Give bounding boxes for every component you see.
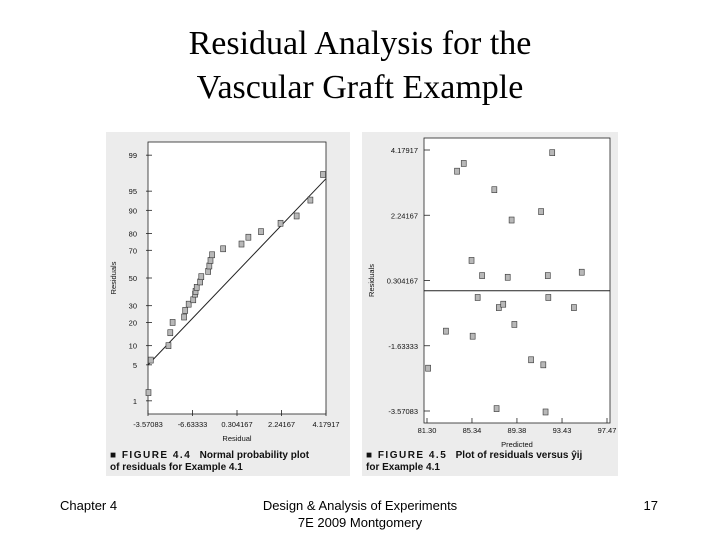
x-axis-label: Predicted bbox=[501, 440, 533, 449]
y-tick-label: 2.24167 bbox=[390, 211, 418, 221]
data-point bbox=[210, 252, 215, 258]
data-point bbox=[455, 168, 460, 174]
data-point bbox=[191, 297, 196, 303]
y-tick-label: 80 bbox=[128, 229, 137, 239]
data-point bbox=[546, 294, 551, 300]
x-tick-label: 4.17917 bbox=[312, 420, 340, 429]
slide-title-line1: Residual Analysis for the bbox=[188, 25, 532, 62]
y-tick-label: 0.304167 bbox=[386, 276, 418, 286]
slide-title-line2: Vascular Graft Example bbox=[196, 69, 524, 106]
data-point bbox=[146, 390, 151, 396]
data-point bbox=[259, 229, 264, 235]
y-axis-label: Residuals bbox=[367, 264, 376, 297]
left-caption-line2: of residuals for Example 4.1 bbox=[110, 462, 243, 473]
x-tick-label: 89.38 bbox=[507, 426, 527, 435]
data-point bbox=[541, 362, 546, 368]
data-point bbox=[579, 269, 584, 275]
footer-book-line1: Design & Analysis of Experiments bbox=[262, 498, 458, 513]
data-point bbox=[170, 319, 175, 325]
right-caption-line2: for Example 4.1 bbox=[366, 462, 440, 473]
data-point bbox=[207, 263, 212, 269]
y-tick-label: 20 bbox=[128, 318, 137, 328]
y-tick-label: -1.63333 bbox=[388, 341, 418, 351]
y-tick-label: 99 bbox=[128, 151, 137, 161]
y-tick-label: 70 bbox=[128, 246, 137, 256]
data-point bbox=[186, 301, 191, 307]
data-point bbox=[443, 328, 448, 334]
plot-frame bbox=[424, 138, 610, 423]
data-point bbox=[469, 257, 474, 263]
left-caption-text: Normal probability plot bbox=[199, 450, 310, 461]
x-axis-label: Residual bbox=[222, 434, 252, 443]
data-point bbox=[308, 197, 313, 203]
data-point bbox=[278, 220, 283, 226]
y-tick-label: 1 bbox=[132, 396, 137, 406]
data-point bbox=[182, 314, 187, 320]
data-point bbox=[148, 357, 153, 363]
y-tick-label: 50 bbox=[128, 274, 137, 283]
y-tick-label: 30 bbox=[128, 301, 137, 311]
data-point bbox=[183, 307, 188, 313]
data-point bbox=[475, 294, 480, 300]
data-point bbox=[550, 150, 555, 156]
x-tick-label: 81.30 bbox=[417, 426, 437, 435]
data-point bbox=[239, 241, 244, 247]
data-point bbox=[480, 273, 485, 279]
left-caption bbox=[110, 450, 309, 474]
x-tick-label: 2.24167 bbox=[267, 420, 296, 429]
data-point bbox=[199, 274, 204, 280]
normal-probability-plot-panel bbox=[106, 132, 350, 476]
x-tick-label: 93.43 bbox=[552, 426, 572, 435]
residuals-vs-predicted-panel bbox=[362, 132, 618, 476]
data-point bbox=[494, 406, 499, 412]
x-tick-label: -6.63333 bbox=[177, 420, 208, 429]
footer-book-title bbox=[230, 497, 490, 531]
data-point bbox=[221, 246, 226, 252]
data-point bbox=[321, 172, 326, 178]
x-tick-label: 0.304167 bbox=[221, 420, 253, 429]
y-tick-label: 90 bbox=[128, 206, 137, 216]
footer-book-line2: 7E 2009 Montgomery bbox=[297, 515, 423, 530]
data-point bbox=[509, 217, 514, 223]
data-point bbox=[492, 187, 497, 193]
y-tick-label: -3.57083 bbox=[388, 407, 418, 416]
x-tick-label: -3.57083 bbox=[133, 420, 163, 429]
data-point bbox=[246, 234, 251, 240]
normal-probability-plot bbox=[106, 132, 350, 476]
residuals-vs-predicted-plot bbox=[362, 132, 618, 476]
data-point bbox=[505, 274, 510, 280]
page-number: 17 bbox=[643, 498, 658, 513]
data-point bbox=[501, 301, 506, 307]
x-tick-label: 85.34 bbox=[462, 426, 482, 435]
data-point bbox=[208, 257, 213, 263]
right-caption-text: Plot of residuals versus ŷij bbox=[455, 450, 583, 461]
left-caption-figure: ■ FIGURE 4.4 bbox=[110, 450, 192, 461]
data-point bbox=[571, 305, 576, 311]
y-tick-label: 5 bbox=[132, 360, 137, 370]
right-caption-figure: ■ FIGURE 4.5 bbox=[366, 450, 448, 461]
data-point bbox=[545, 273, 550, 279]
right-caption bbox=[366, 450, 582, 474]
data-point bbox=[470, 333, 475, 339]
data-point bbox=[539, 209, 544, 215]
data-point bbox=[529, 357, 534, 363]
data-point bbox=[543, 409, 548, 415]
data-point bbox=[168, 330, 173, 336]
y-tick-label: 95 bbox=[128, 187, 137, 197]
data-point bbox=[294, 213, 299, 219]
data-point bbox=[512, 321, 517, 327]
plot-frame bbox=[148, 142, 326, 414]
data-point bbox=[166, 343, 171, 349]
x-tick-label: 97.47 bbox=[597, 426, 617, 435]
footer-chapter: Chapter 4 bbox=[60, 498, 118, 513]
y-tick-label: 4.17917 bbox=[390, 146, 418, 155]
y-tick-label: 10 bbox=[128, 341, 137, 351]
data-point bbox=[461, 160, 466, 166]
data-point bbox=[426, 365, 431, 371]
y-axis-label: Residuals bbox=[109, 261, 118, 295]
